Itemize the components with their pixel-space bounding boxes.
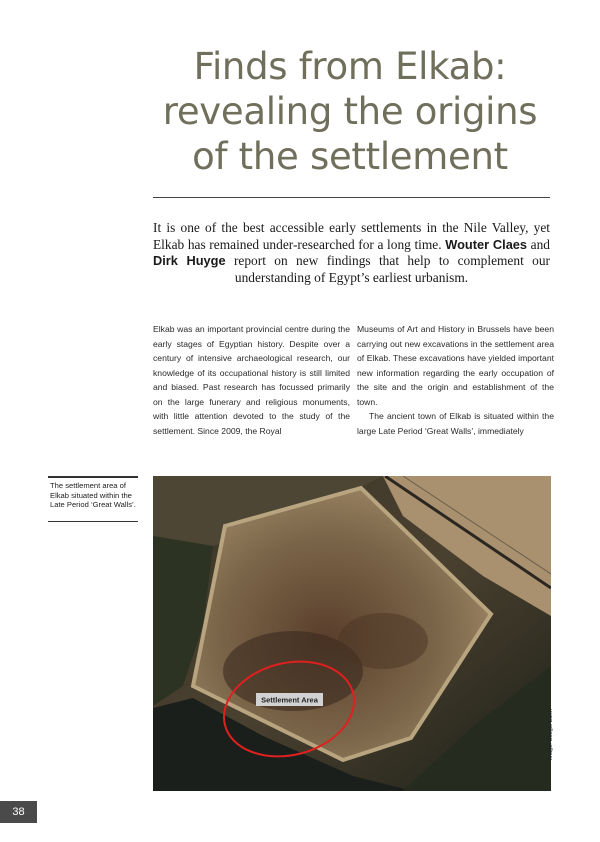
lede-text-1: It is one of the best accessible early settlements in the Nile Valley, yet Elkab has remained under-researched for a long time.	[153, 220, 550, 252]
caption-rule-bottom	[48, 521, 138, 522]
dark-deposits	[338, 613, 428, 669]
satellite-image	[153, 476, 551, 791]
lede-text-3: report on new findings that help to complement our understanding of Egypt’s earliest urbanism.	[233, 253, 550, 285]
lede-text-2: and	[530, 236, 551, 252]
title-divider	[153, 197, 550, 198]
page-number: 38	[0, 801, 37, 823]
settlement-label: Settlement Area	[261, 695, 318, 705]
body-column-left	[153, 322, 350, 438]
title-line-1: Finds from Elkab:	[193, 45, 507, 88]
body-paragraph: Elkab was an important provincial centre during the early stages of Egyptian history. Despite over a century of intensive archaeological research, our knowledge of its occupational history is still limited and biased. Past research has focussed primarily on the large funerary and religious monuments, with little attention devoted to the study of the settlement. Since 2009, the Royal	[153, 324, 350, 436]
body-column-right	[357, 322, 554, 438]
article-title	[150, 44, 550, 179]
body-paragraph: Museums of Art and History in Brussels have been carrying out new excavations in the settlement area of Elkab. These excavations have yielded important new information regarding the early occupation of the site and the origin and establishment of the town.	[357, 324, 554, 407]
article-lede	[153, 220, 550, 286]
title-line-2: revealing the origins	[162, 90, 538, 133]
figure-caption: The settlement area of Elkab situated within the Late Period ‘Great Walls’.	[50, 481, 136, 509]
caption-rule-top	[48, 476, 138, 478]
title-line-3: of the settlement	[192, 135, 508, 178]
author-name-1: Wouter Claes	[445, 236, 528, 252]
author-name-2: Dirk Huyge	[153, 253, 226, 268]
body-paragraph: The ancient town of Elkab is situated within the large Late Period ‘Great Walls’, immediately	[357, 411, 554, 436]
image-credit: Image: Google Earth	[548, 709, 554, 760]
